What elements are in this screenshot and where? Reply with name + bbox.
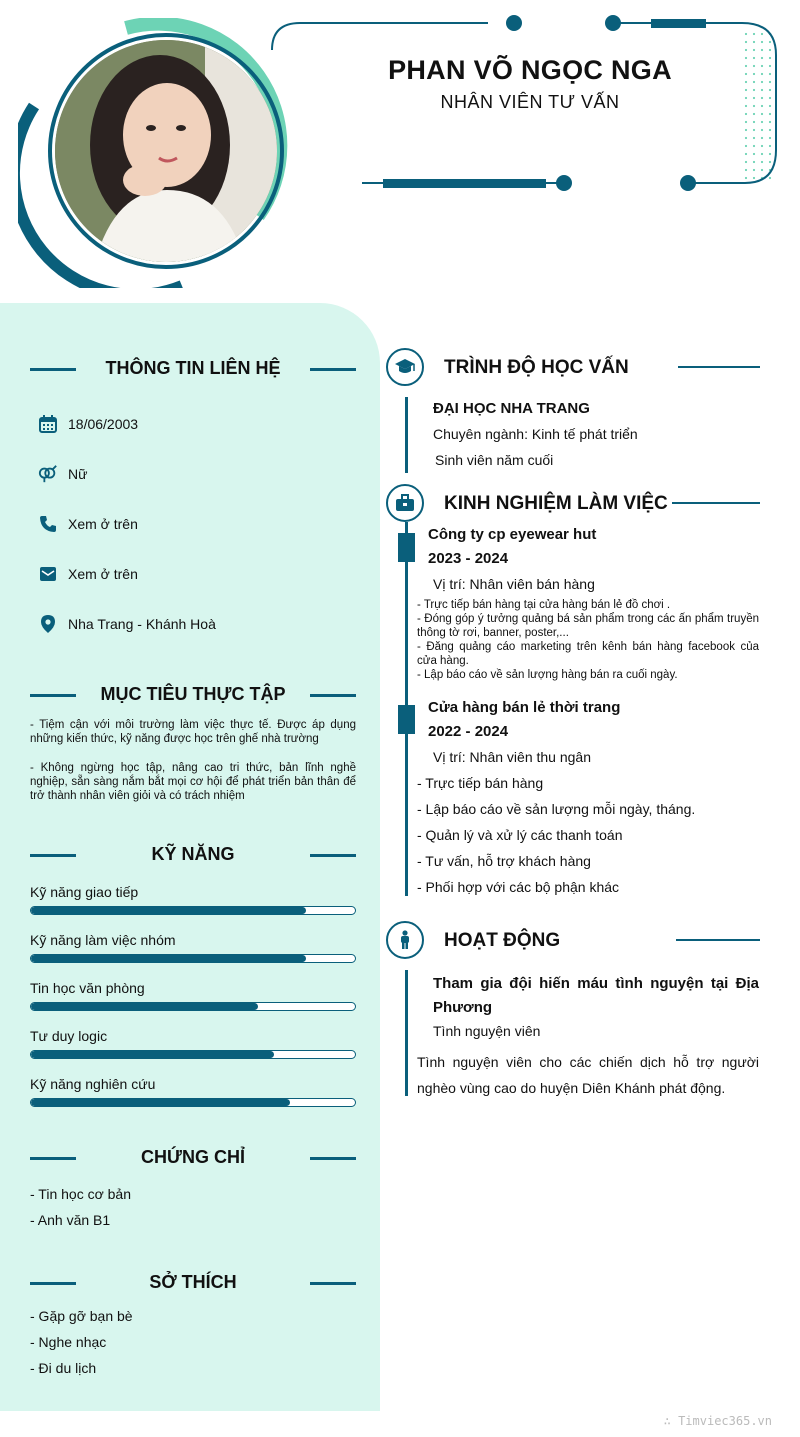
- skill-bar: [30, 906, 356, 915]
- person-icon: [386, 921, 424, 959]
- job-period: 2022 - 2024: [428, 723, 509, 740]
- job-task: - Trực tiếp bán hàng tại cửa hàng bán lẻ đồ chơi .: [417, 599, 671, 611]
- hobby-item: - Đi du lịch: [30, 1360, 97, 1376]
- job-company: Công ty cp eyewear hut: [428, 526, 597, 543]
- contact-gender: Nữ: [38, 462, 87, 486]
- phone-icon: [38, 514, 58, 534]
- hobby-item: - Gặp gỡ bạn bè: [30, 1308, 133, 1324]
- skill-bar: [30, 954, 356, 963]
- hobbies-section-title: SỞ THÍCH: [30, 1268, 356, 1298]
- job-task: - Phối hợp với các bộ phận khác: [417, 879, 620, 895]
- skill-item: Kỹ năng giao tiếp: [30, 884, 356, 915]
- certificate-item: - Tin học cơ bản: [30, 1186, 132, 1202]
- skill-bar: [30, 1098, 356, 1107]
- calendar-icon: [38, 414, 58, 434]
- skill-item: Kỹ năng làm việc nhóm: [30, 932, 356, 963]
- job-task: - Đăng quảng cáo marketing trên kênh bán hàng facebook của cửa hàng.: [417, 641, 759, 667]
- skill-item: Tư duy logic: [30, 1028, 356, 1059]
- hobby-item: - Nghe nhạc: [30, 1334, 107, 1350]
- location-icon: [38, 614, 58, 634]
- candidate-role: NHÂN VIÊN TƯ VẤN: [440, 92, 620, 112]
- skill-item: Tin học văn phòng: [30, 980, 356, 1011]
- experience-section-title: KINH NGHIỆM LÀM VIỆC: [386, 484, 760, 524]
- job-task: - Trực tiếp bán hàng: [417, 775, 544, 791]
- job-company: Cửa hàng bán lẻ thời trang: [428, 699, 621, 716]
- activity-name: Tham gia đội hiến máu tình nguyện tại Địa Phương: [433, 975, 759, 1016]
- certificate-item: - Anh văn B1: [30, 1212, 111, 1228]
- timeline-marker: [398, 533, 415, 562]
- objective-paragraph-2: - Không ngừng học tập, nâng cao tri thức, bản lĩnh nghề nghiệp, sẵn sàng nắm bắt mọi cơ hội để phát triển bản thân để trở thành nhân viên giỏi và có trách nhiệm: [30, 762, 356, 802]
- job-task: - Đóng góp ý tưởng quảng bá sản phẩm trong các ấn phẩm truyền thông tờ rơi, banner, poster,...: [417, 613, 759, 639]
- objective-section-title: MỤC TIÊU THỰC TẬP: [30, 680, 356, 710]
- objective-paragraph-1: - Tiệm cận với môi trường làm việc thực tế. Được áp dụng những kiến thức, kỹ năng được học trên ghế nhà trường: [30, 719, 356, 745]
- contact-email: Xem ở trên: [38, 562, 138, 586]
- avatar-frame: [18, 18, 288, 288]
- job-task: - Tư vấn, hỗ trợ khách hàng: [417, 853, 591, 869]
- contact-location: Nha Trang - Khánh Hoà: [38, 612, 216, 636]
- skill-bar: [30, 1002, 356, 1011]
- job-position: Vị trí: Nhân viên bán hàng: [433, 576, 595, 592]
- contact-phone: Xem ở trên: [38, 512, 138, 536]
- skill-item: Kỹ năng nghiên cứu: [30, 1076, 356, 1107]
- job-task: - Lập báo cáo về sản lượng hàng bán ra cuối ngày.: [417, 669, 678, 681]
- watermark: ∴ Timviec365.vn: [663, 1414, 772, 1428]
- avatar: [55, 40, 277, 262]
- activities-timeline: [405, 970, 408, 1096]
- certificates-section-title: CHỨNG CHỈ: [30, 1143, 356, 1173]
- contact-section-title: THÔNG TIN LIÊN HỆ: [30, 354, 356, 384]
- candidate-name: PHAN VÕ NGỌC NGA: [388, 55, 672, 85]
- briefcase-icon: [386, 484, 424, 522]
- education-major: Chuyên ngành: Kinh tế phát triển: [433, 426, 638, 442]
- email-icon: [38, 564, 58, 584]
- contact-birthday: 18/06/2003: [38, 412, 138, 436]
- education-timeline: [405, 397, 408, 473]
- education-status: Sinh viên năm cuối: [435, 452, 554, 468]
- skills-section-title: KỸ NĂNG: [30, 840, 356, 870]
- education-section-title: TRÌNH ĐỘ HỌC VẤN: [386, 348, 760, 388]
- skill-bar: [30, 1050, 356, 1059]
- activity-role: Tình nguyện viên: [433, 1023, 541, 1039]
- timeline-marker: [398, 705, 415, 734]
- graduation-cap-icon: [386, 348, 424, 386]
- job-position: Vị trí: Nhân viên thu ngân: [433, 749, 591, 765]
- activities-section-title: HOẠT ĐỘNG: [386, 921, 760, 961]
- job-task: - Lập báo cáo về sản lượng mỗi ngày, tháng.: [417, 801, 696, 817]
- job-task: - Quản lý và xử lý các thanh toán: [417, 827, 623, 843]
- job-period: 2023 - 2024: [428, 550, 509, 567]
- gender-icon: [38, 464, 58, 484]
- activity-description: Tình nguyện viên cho các chiến dịch hỗ trợ người nghèo vùng cao do huyện Diên Khánh phát động.: [417, 1054, 759, 1096]
- education-school: ĐẠI HỌC NHA TRANG: [433, 400, 590, 417]
